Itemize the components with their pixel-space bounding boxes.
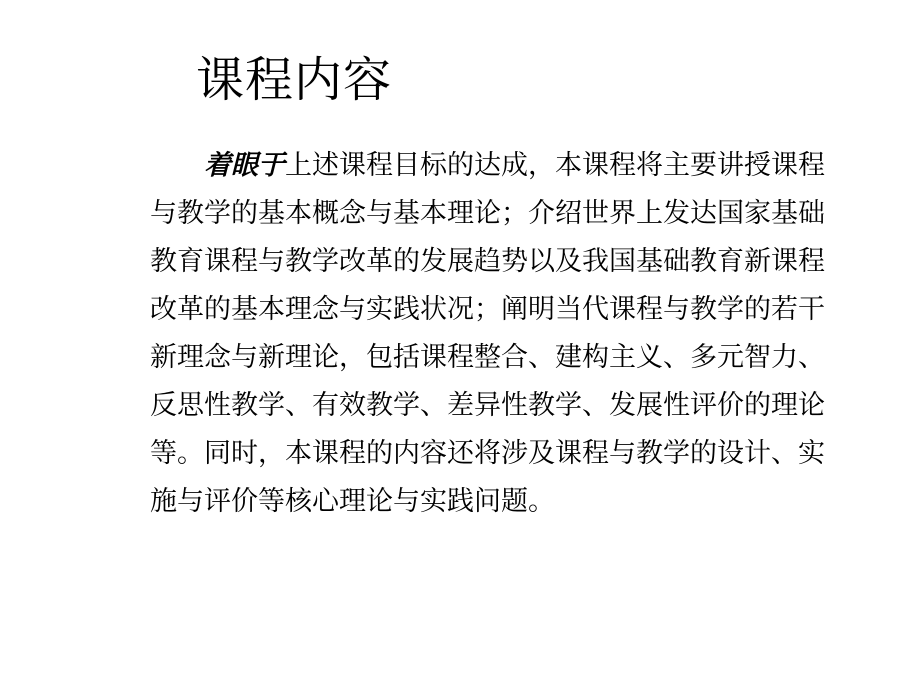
paragraph-line-4: 改革的基本理念与实践状况；阐明当代课程与教学的若干 [150, 294, 825, 325]
paragraph-line-2: 与教学的基本概念与基本理论；介绍世界上发达国家基础 [150, 198, 825, 229]
paragraph-line-5: 新理念与新理论，包括课程整合、建构主义、多元智力、 [150, 342, 825, 373]
paragraph-line-1-text: 上述课程目标的达成，本课程将主要讲授课程 [285, 150, 825, 181]
paragraph-line-8: 施与评价等核心理论与实践问题。 [150, 486, 555, 517]
paragraph-line-7: 等。同时，本课程的内容还将涉及课程与教学的设计、实 [150, 438, 825, 469]
emphasis-text: 着眼于 [204, 150, 285, 181]
slide-title: 课程内容 [196, 52, 393, 108]
course-content-paragraph [150, 142, 870, 526]
paragraph-line-3: 教育课程与教学改革的发展趋势以及我国基础教育新课程 [150, 246, 825, 277]
paragraph-line-1 [150, 142, 870, 190]
paragraph-line-6: 反思性教学、有效教学、差异性教学、发展性评价的理论 [150, 390, 825, 421]
